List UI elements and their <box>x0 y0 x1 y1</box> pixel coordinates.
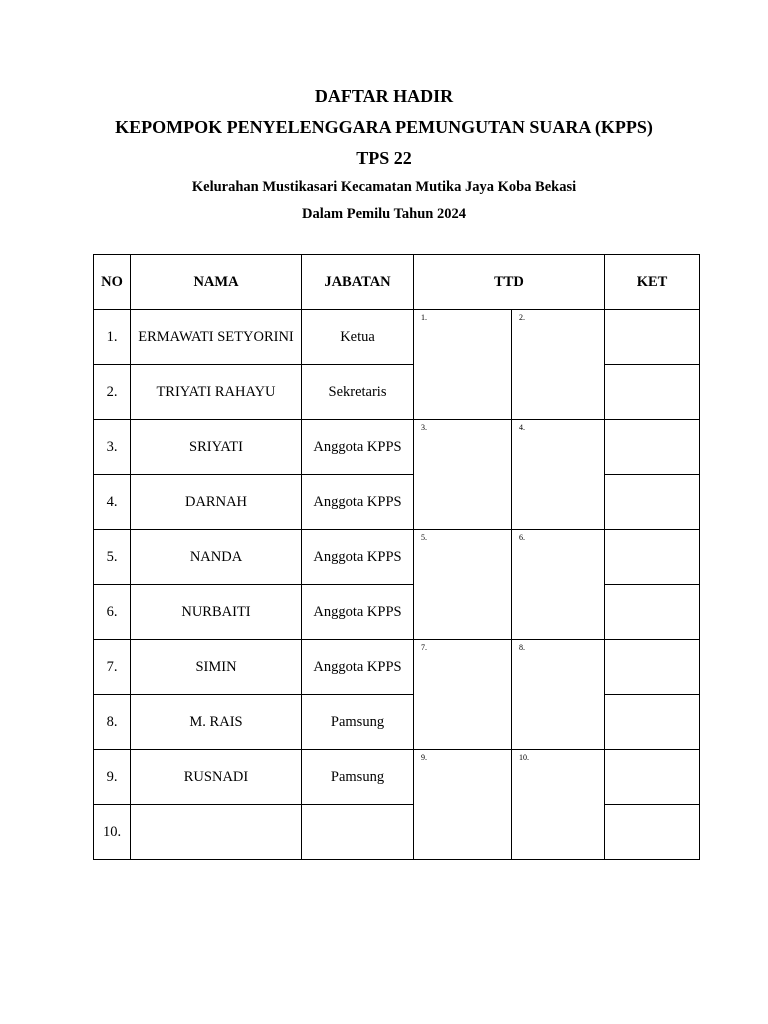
row-nama: ERMAWATI SETYORINI <box>131 310 302 365</box>
row-jabatan: Anggota KPPS <box>302 530 414 585</box>
table-row <box>94 310 700 365</box>
row-jabatan: Sekretaris <box>302 365 414 420</box>
signature-number: 9. <box>421 753 427 762</box>
attendance-table <box>93 254 700 860</box>
row-nama: RUSNADI <box>131 750 302 805</box>
table-header-row <box>94 255 700 310</box>
row-no: 5. <box>94 530 131 585</box>
row-jabatan: Ketua <box>302 310 414 365</box>
header-nama: NAMA <box>131 255 302 310</box>
row-jabatan: Anggota KPPS <box>302 475 414 530</box>
table-row <box>94 695 700 750</box>
row-no: 8. <box>94 695 131 750</box>
row-no: 9. <box>94 750 131 805</box>
signature-cell[interactable] <box>414 420 512 530</box>
table-row <box>94 420 700 475</box>
row-nama: NANDA <box>131 530 302 585</box>
row-nama: NURBAITI <box>131 585 302 640</box>
signature-number: 2. <box>519 313 525 322</box>
signature-number: 10. <box>519 753 529 762</box>
signature-number: 1. <box>421 313 427 322</box>
signature-cell[interactable] <box>414 310 512 420</box>
row-nama: DARNAH <box>131 475 302 530</box>
row-jabatan: Anggota KPPS <box>302 420 414 475</box>
signature-cell[interactable] <box>414 530 512 640</box>
row-no: 3. <box>94 420 131 475</box>
row-jabatan: Anggota KPPS <box>302 585 414 640</box>
row-ket <box>605 420 700 475</box>
row-no: 10. <box>94 805 131 860</box>
signature-cell[interactable] <box>512 640 605 750</box>
signature-cell[interactable] <box>414 640 512 750</box>
row-nama <box>131 805 302 860</box>
signature-number: 7. <box>421 643 427 652</box>
row-nama: SRIYATI <box>131 420 302 475</box>
table-row <box>94 640 700 695</box>
header-no: NO <box>94 255 131 310</box>
row-ket <box>605 695 700 750</box>
signature-cell[interactable] <box>512 530 605 640</box>
tps-label: TPS 22 <box>356 148 412 168</box>
row-ket <box>605 530 700 585</box>
signature-cell[interactable] <box>512 420 605 530</box>
row-ket <box>605 310 700 365</box>
header-ket: KET <box>605 255 700 310</box>
row-jabatan: Anggota KPPS <box>302 640 414 695</box>
row-no: 4. <box>94 475 131 530</box>
row-jabatan: Pamsung <box>302 695 414 750</box>
signature-cell[interactable] <box>512 750 605 860</box>
table-row <box>94 475 700 530</box>
table-row <box>94 585 700 640</box>
signature-number: 6. <box>519 533 525 542</box>
document-title: DAFTAR HADIR <box>314 86 454 106</box>
header-jabatan: JABATAN <box>302 255 414 310</box>
signature-number: 3. <box>421 423 427 432</box>
table-row <box>94 530 700 585</box>
row-ket <box>605 805 700 860</box>
row-jabatan: Pamsung <box>302 750 414 805</box>
event-line: Dalam Pemilu Tahun 2024 <box>302 206 466 222</box>
row-ket <box>605 640 700 695</box>
row-no: 1. <box>94 310 131 365</box>
table-row <box>94 365 700 420</box>
table-row <box>94 805 700 860</box>
row-no: 6. <box>94 585 131 640</box>
signature-cell[interactable] <box>512 310 605 420</box>
organization-name: KEPOMPOK PENYELENGGARA PEMUNGUTAN SUARA (KPPS) <box>115 117 653 137</box>
row-ket <box>605 750 700 805</box>
signature-number: 8. <box>519 643 525 652</box>
row-no: 7. <box>94 640 131 695</box>
signature-cell[interactable] <box>414 750 512 860</box>
location-line: Kelurahan Mustikasari Kecamatan Mutika Jaya Koba Bekasi <box>191 179 577 195</box>
row-nama: SIMIN <box>131 640 302 695</box>
row-ket <box>605 585 700 640</box>
table-row <box>94 750 700 805</box>
header-ttd: TTD <box>414 255 605 310</box>
row-nama: M. RAIS <box>131 695 302 750</box>
signature-number: 5. <box>421 533 427 542</box>
row-nama: TRIYATI RAHAYU <box>131 365 302 420</box>
signature-number: 4. <box>519 423 525 432</box>
row-no: 2. <box>94 365 131 420</box>
row-ket <box>605 475 700 530</box>
row-ket <box>605 365 700 420</box>
row-jabatan <box>302 805 414 860</box>
